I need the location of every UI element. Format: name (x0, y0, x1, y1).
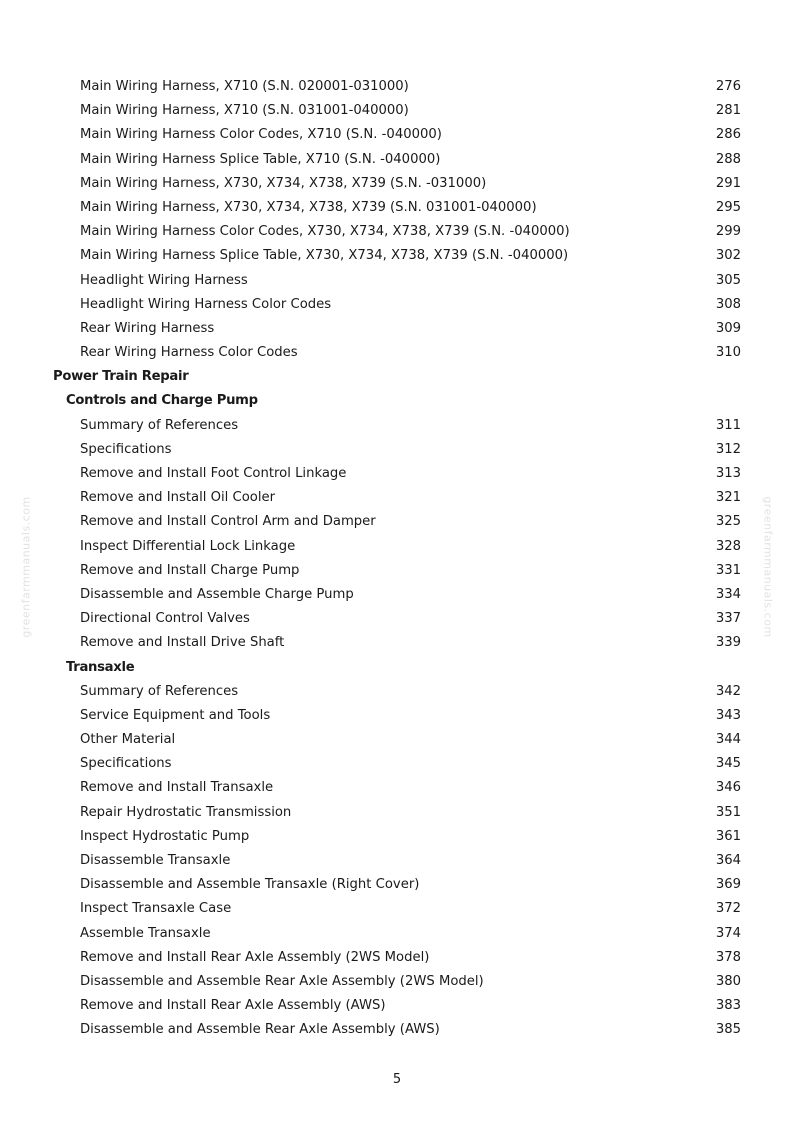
toc-entry-page: 374 (715, 925, 741, 941)
toc-entry-page: 364 (715, 853, 741, 868)
toc-entry-page: 276 (715, 79, 741, 94)
toc-entry[interactable] (0, 172, 794, 196)
toc-entry-title: Summary of References (80, 417, 239, 433)
toc-entry-title: Specifications (80, 441, 172, 457)
toc-entry[interactable] (0, 1018, 794, 1042)
toc-entry-page: 309 (715, 320, 741, 336)
toc-entry-title: Service Equipment and Tools (80, 707, 271, 723)
watermark-right: greenfarmmanuals.com (761, 496, 775, 638)
toc-entry-title: Specifications (80, 756, 172, 772)
toc-entry-page: 337 (715, 611, 741, 627)
toc-entry[interactable] (0, 897, 794, 921)
toc-entry-page: 295 (715, 199, 741, 215)
toc-entry-page: 308 (715, 296, 741, 312)
toc-entry-title: Inspect Hydrostatic Pump (80, 828, 250, 844)
toc-entry-title: Headlight Wiring Harness Color Codes (80, 296, 332, 312)
toc-entry-page: 345 (715, 756, 741, 772)
toc-entry[interactable] (0, 269, 794, 293)
toc-entry-title: Main Wiring Harness, X710 (S.N. 031001-040000) (80, 103, 409, 119)
watermark-left: greenfarmmanuals.com (19, 496, 33, 638)
toc-entry-title: Summary of References (80, 683, 239, 699)
toc-entry-title: Remove and Install Oil Cooler (80, 490, 276, 506)
toc-entry-page: 299 (715, 224, 741, 240)
toc-entry-page: 385 (715, 1022, 741, 1038)
toc-entry[interactable] (0, 123, 794, 147)
toc-entry-page: 351 (715, 804, 741, 820)
toc-entry-page: 369 (715, 877, 741, 893)
toc-entry-title: Inspect Transaxle Case (80, 901, 232, 917)
toc-entry-title: Remove and Install Rear Axle Assembly (2WS Model) (80, 949, 430, 965)
toc-entry-page: 321 (715, 490, 741, 506)
table-of-contents (0, 75, 794, 1043)
toc-entry-title: Main Wiring Harness Color Codes, X710 (S.N. -040000) (80, 127, 442, 143)
toc-entry-title: Other Material (80, 732, 176, 748)
page-number: 5 (392, 1072, 402, 1087)
toc-entry-title: Disassemble Transaxle (80, 853, 231, 868)
toc-entry-title: Main Wiring Harness, X730, X734, X738, X739 (S.N. -031000) (80, 175, 487, 191)
toc-entry-title: Controls and Charge Pump (66, 393, 258, 409)
toc-entry-title: Directional Control Valves (80, 611, 250, 627)
toc-section-heading (0, 365, 794, 389)
toc-entry-page: 302 (715, 248, 741, 264)
toc-entry[interactable] (0, 462, 794, 486)
toc-entry-page: 288 (715, 151, 741, 167)
toc-entry[interactable] (0, 873, 794, 897)
toc-entry-title: Remove and Install Transaxle (80, 780, 274, 796)
toc-entry-title: Remove and Install Rear Axle Assembly (AWS) (80, 998, 386, 1014)
toc-entry-page: 328 (715, 538, 741, 554)
toc-entry-page: 312 (715, 441, 741, 457)
toc-entry[interactable] (0, 704, 794, 728)
toc-entry[interactable] (0, 583, 794, 607)
toc-entry[interactable] (0, 631, 794, 655)
toc-entry-title: Disassemble and Assemble Transaxle (Right Cover) (80, 877, 420, 893)
toc-entry-title: Rear Wiring Harness Color Codes (80, 345, 298, 361)
toc-entry-title: Inspect Differential Lock Linkage (80, 538, 296, 554)
toc-entry-page: 346 (715, 780, 741, 796)
toc-entry-page: 325 (715, 514, 741, 530)
toc-entry[interactable] (0, 825, 794, 849)
toc-entry-title: Rear Wiring Harness (80, 320, 215, 336)
toc-entry-page: 281 (715, 103, 741, 119)
toc-entry-title: Transaxle (66, 659, 135, 675)
toc-entry[interactable] (0, 317, 794, 341)
toc-entry[interactable] (0, 728, 794, 752)
toc-entry[interactable] (0, 801, 794, 825)
toc-entry[interactable] (0, 752, 794, 776)
toc-entry-title: Main Wiring Harness, X710 (S.N. 020001-031000) (80, 79, 409, 94)
toc-entry-page: 313 (715, 466, 741, 481)
toc-entry-page: 372 (715, 901, 741, 917)
toc-entry-title: Disassemble and Assemble Rear Axle Assembly (AWS) (80, 1022, 440, 1038)
toc-entry[interactable] (0, 75, 794, 99)
toc-entry-title: Assemble Transaxle (80, 925, 211, 941)
toc-entry-title: Power Train Repair (53, 369, 189, 385)
toc-entry-page: 383 (715, 998, 741, 1014)
toc-entry[interactable] (0, 680, 794, 704)
toc-entry-page: 378 (715, 949, 741, 965)
toc-entry-page: 331 (715, 562, 741, 578)
toc-entry-title: Main Wiring Harness Splice Table, X710 (S.N. -040000) (80, 151, 441, 167)
toc-entry-title: Remove and Install Control Arm and Damper (80, 514, 376, 530)
toc-entry-title: Remove and Install Drive Shaft (80, 635, 285, 651)
toc-entry[interactable] (0, 970, 794, 994)
toc-entry[interactable] (0, 414, 794, 438)
toc-entry-title: Disassemble and Assemble Charge Pump (80, 586, 354, 602)
toc-entry[interactable] (0, 438, 794, 462)
toc-entry[interactable] (0, 994, 794, 1018)
toc-entry-page: 339 (715, 635, 741, 651)
toc-entry-title: Main Wiring Harness, X730, X734, X738, X739 (S.N. 031001-040000) (80, 199, 537, 215)
toc-entry-page: 311 (715, 417, 741, 433)
toc-entry[interactable] (0, 196, 794, 220)
toc-entry[interactable] (0, 559, 794, 583)
toc-entry[interactable] (0, 341, 794, 365)
toc-entry-page: 361 (715, 828, 741, 844)
toc-entry-page: 343 (715, 707, 741, 723)
toc-entry[interactable] (0, 148, 794, 172)
toc-entry[interactable] (0, 510, 794, 534)
toc-entry-title: Repair Hydrostatic Transmission (80, 804, 292, 820)
toc-entry[interactable] (0, 922, 794, 946)
toc-entry-page: 344 (715, 732, 741, 748)
toc-entry[interactable] (0, 535, 794, 559)
toc-entry[interactable] (0, 849, 794, 873)
toc-subsection-heading (0, 389, 794, 413)
toc-entry-page: 342 (715, 683, 741, 699)
toc-entry[interactable] (0, 220, 794, 244)
toc-entry[interactable] (0, 486, 794, 510)
toc-entry[interactable] (0, 607, 794, 631)
toc-entry-title: Remove and Install Charge Pump (80, 562, 300, 578)
toc-entry-page: 305 (715, 272, 741, 288)
toc-subsection-heading (0, 656, 794, 680)
toc-entry-page: 310 (715, 345, 741, 361)
toc-entry[interactable] (0, 244, 794, 268)
toc-entry-page: 380 (715, 973, 741, 989)
toc-entry-page: 334 (715, 586, 741, 602)
toc-entry-title: Main Wiring Harness Splice Table, X730, X734, X738, X739 (S.N. -040000) (80, 248, 569, 264)
toc-entry-title: Remove and Install Foot Control Linkage (80, 466, 347, 481)
toc-entry-title: Disassemble and Assemble Rear Axle Assembly (2WS Model) (80, 973, 484, 989)
toc-entry[interactable] (0, 946, 794, 970)
toc-entry-page: 286 (715, 127, 741, 143)
toc-entry[interactable] (0, 99, 794, 123)
toc-entry[interactable] (0, 776, 794, 800)
toc-entry-title: Headlight Wiring Harness (80, 272, 248, 288)
toc-entry-page: 291 (715, 175, 741, 191)
toc-entry[interactable] (0, 293, 794, 317)
toc-entry-title: Main Wiring Harness Color Codes, X730, X734, X738, X739 (S.N. -040000) (80, 224, 570, 240)
